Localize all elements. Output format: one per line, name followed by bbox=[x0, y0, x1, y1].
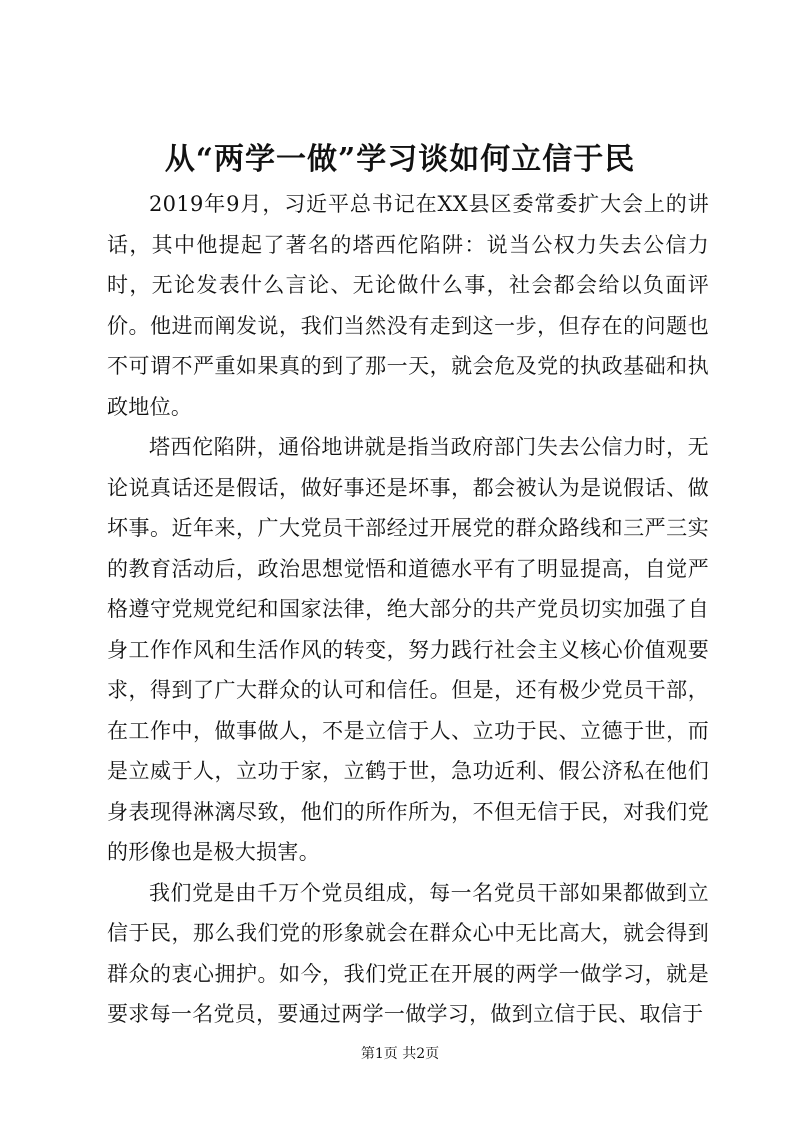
paragraph-1: 2019年9月，习近平总书记在XX县区委常委扩大会上的讲话，其中他提起了著名的塔西佗陷阱：说当公权力失去公信力时，无论发表什么言论、无论做什么事，社会都会给以负面评价。他进而阐发说，我们当然没有走到这一步，但存在的问题也不可谓不严重如果真的到了那一天，就会危及党的执政基础和执政地位。 bbox=[107, 192, 709, 419]
paragraph-2: 塔西佗陷阱，通俗地讲就是指当政府部门失去公信力时，无论说真话还是假话，做好事还是坏事，都会被认为是说假话、做坏事。近年来，广大党员干部经过开展党的群众路线和三严三实的教育活动后，政治思想觉悟和道德水平有了明显提高，自觉严格遵守党规党纪和国家法律，绝大部分的共产党员切实加强了自身工作作风和生活作风的转变，努力践行社会主义核心价值观要求，得到了广大群众的认可和信任。但是，还有极少党员干部，在工作中，做事做人，不是立信于人、立功于民、立德于世，而是立威于人，立功于家，立鹤于世，急功近利、假公济私在他们身表现得淋漓尽致，他们的所作所为，不但无信于民，对我们党的形像也是极大损害。 bbox=[107, 435, 709, 864]
page-title: 从“两学一做”学习谈如何立信于民 bbox=[164, 142, 636, 177]
page-number-footer: 第1页 共2页 bbox=[360, 1046, 440, 1062]
document-body bbox=[107, 184, 709, 1035]
paragraph-3: 我们党是由千万个党员组成，每一名党员干部如果都做到立信于民，那么我们党的形象就会在群众心中无比高大，就会得到群众的衷心拥护。如今，我们党正在开展的两学一做学习，就是要求每一名党员，要通过两学一做学习，做到立信于民、取信于 bbox=[107, 880, 709, 1026]
